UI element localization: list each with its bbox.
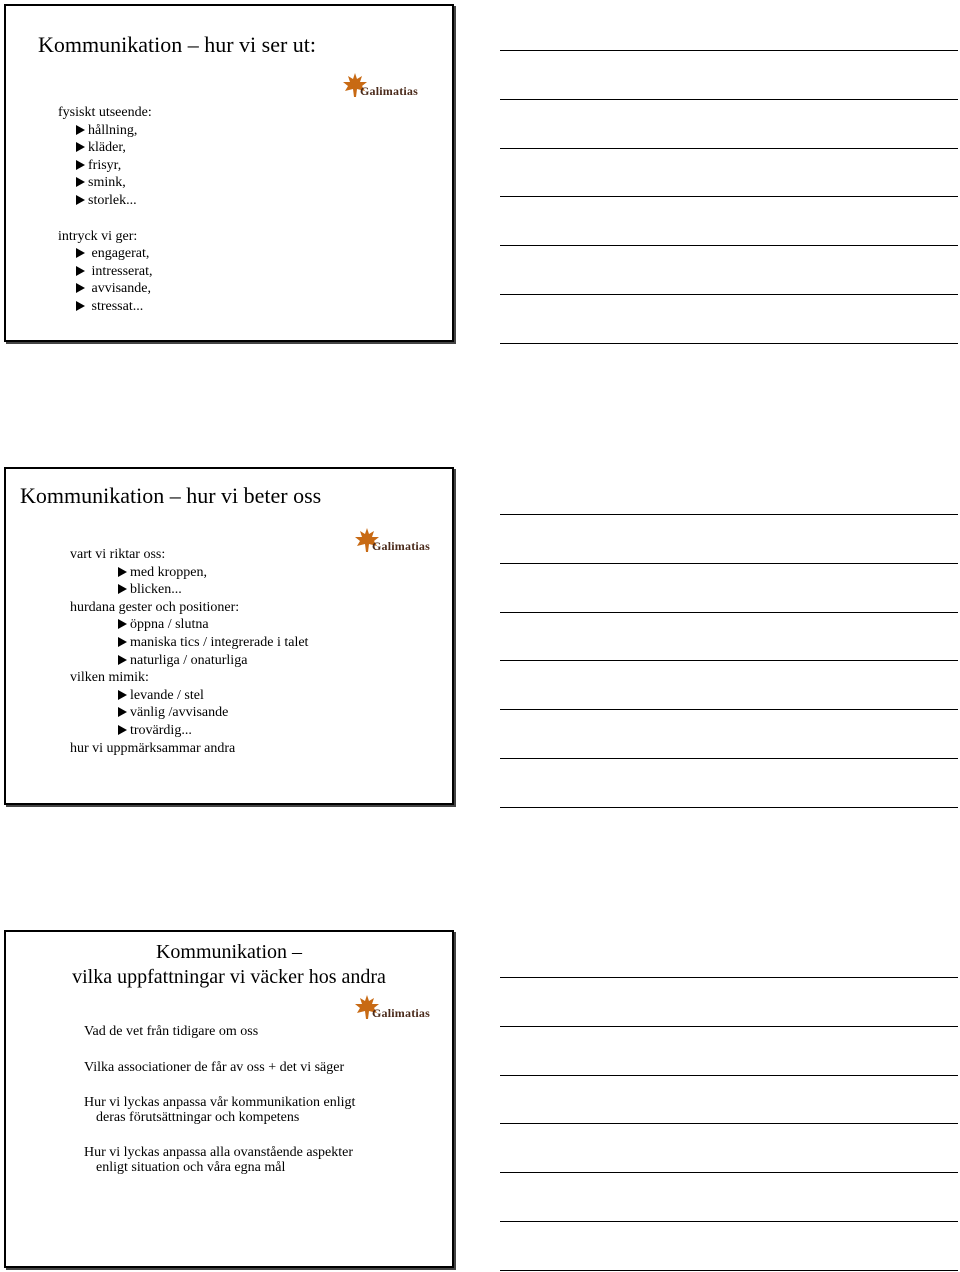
chevron-bullet-icon (118, 567, 127, 577)
chevron-bullet-icon (76, 177, 85, 187)
slide-1-body (58, 104, 153, 316)
bullet-item: storlek... (58, 192, 153, 210)
chevron-bullet-icon (76, 195, 85, 205)
bullet-item: trovärdig... (70, 722, 308, 740)
chevron-bullet-icon (76, 160, 85, 170)
chevron-bullet-icon (118, 725, 127, 735)
paragraph (84, 1144, 355, 1176)
logo-text: Galimatias (372, 1006, 430, 1020)
bullet-item: frisyr, (58, 157, 153, 175)
note-line (500, 563, 958, 564)
bullet-item: levande / stel (70, 687, 308, 705)
slide-1-title: Kommunikation – hur vi ser ut: (38, 32, 317, 57)
slide-2-body (70, 546, 308, 757)
paragraph-line: Hur vi lyckas anpassa vår kommunikation enligt (84, 1095, 356, 1111)
chevron-bullet-icon (118, 690, 127, 700)
slide-3-title-line-1: Kommunikation – (155, 941, 303, 963)
note-line (500, 99, 958, 100)
paragraph-line: deras förutsättningar och kompetens (96, 1109, 300, 1125)
chevron-bullet-icon (118, 619, 127, 629)
note-line (500, 1123, 958, 1124)
note-line (500, 1221, 958, 1222)
galimatias-logo (342, 72, 432, 100)
note-line (500, 1172, 958, 1173)
paragraph-line: enligt situation och våra egna mål (96, 1159, 286, 1175)
slide-2-title: Kommunikation – hur vi beter oss (20, 483, 322, 508)
note-line (500, 807, 958, 808)
chevron-bullet-icon (118, 584, 127, 594)
bullet-item: smink, (58, 174, 153, 192)
note-line (500, 1075, 958, 1076)
note-line (500, 977, 958, 978)
bullet-item: blicken... (70, 581, 308, 599)
bullet-item: hållning, (58, 122, 153, 140)
paragraph (84, 1023, 355, 1041)
note-line (500, 758, 958, 759)
logo-text: Galimatias (372, 539, 430, 553)
bullet-item: kläder, (58, 139, 153, 157)
note-line (500, 514, 958, 515)
slide-3-body (84, 1023, 355, 1195)
note-line (500, 660, 958, 661)
chevron-bullet-icon (76, 142, 85, 152)
slide-3 (4, 930, 454, 1268)
group-heading: fysiskt utseende: (58, 105, 152, 120)
note-line (500, 245, 958, 246)
note-line (500, 50, 958, 51)
chevron-bullet-icon (76, 283, 85, 293)
paragraph-line: Vad de vet från tidigare om oss (84, 1024, 259, 1039)
group-heading: vilken mimik: (70, 670, 149, 686)
bullet-item: vänlig /avvisande (70, 704, 308, 722)
bullet-item: naturliga / onaturliga (70, 652, 308, 670)
slide-3-title-line-2: vilka uppfattningar vi väcker hos andra (72, 966, 386, 988)
logo-text: Galimatias (360, 84, 418, 98)
note-line (500, 148, 958, 149)
paragraph (84, 1059, 355, 1077)
paragraph-line: Vilka associationer de får av oss + det vi säger (84, 1059, 345, 1075)
chevron-bullet-icon (118, 637, 127, 647)
paragraph (84, 1094, 355, 1126)
chevron-bullet-icon (76, 266, 85, 276)
slide-1 (4, 4, 454, 342)
note-line (500, 343, 958, 344)
note-line (500, 709, 958, 710)
slide-2-footer: hur vi uppmärksammar andra (70, 740, 236, 756)
note-line (500, 196, 958, 197)
group-heading: hurdana gester och positioner: (70, 599, 240, 615)
chevron-bullet-icon (76, 125, 85, 135)
slide-2 (4, 467, 454, 805)
bullet-item: öppna / slutna (70, 616, 308, 634)
chevron-bullet-icon (76, 248, 85, 258)
group-heading: intryck vi ger: (58, 228, 138, 244)
chevron-bullet-icon (118, 707, 127, 717)
note-line (500, 1270, 958, 1271)
chevron-bullet-icon (118, 655, 127, 665)
bullet-item: stressat... (58, 298, 153, 316)
paragraph-line: Hur vi lyckas anpassa alla ovanstående aspekter (84, 1145, 354, 1161)
galimatias-logo (354, 994, 444, 1022)
bullet-item: maniska tics / integrerade i talet (70, 634, 308, 652)
bullet-item: intresserat, (58, 263, 153, 281)
chevron-bullet-icon (76, 301, 85, 311)
note-line (500, 612, 958, 613)
note-line (500, 1026, 958, 1027)
bullet-item: avvisande, (58, 280, 153, 298)
bullet-item: med kroppen, (70, 564, 308, 582)
note-line (500, 294, 958, 295)
galimatias-logo (354, 527, 444, 555)
group-heading: vart vi riktar oss: (70, 547, 166, 562)
bullet-item: engagerat, (58, 245, 153, 263)
